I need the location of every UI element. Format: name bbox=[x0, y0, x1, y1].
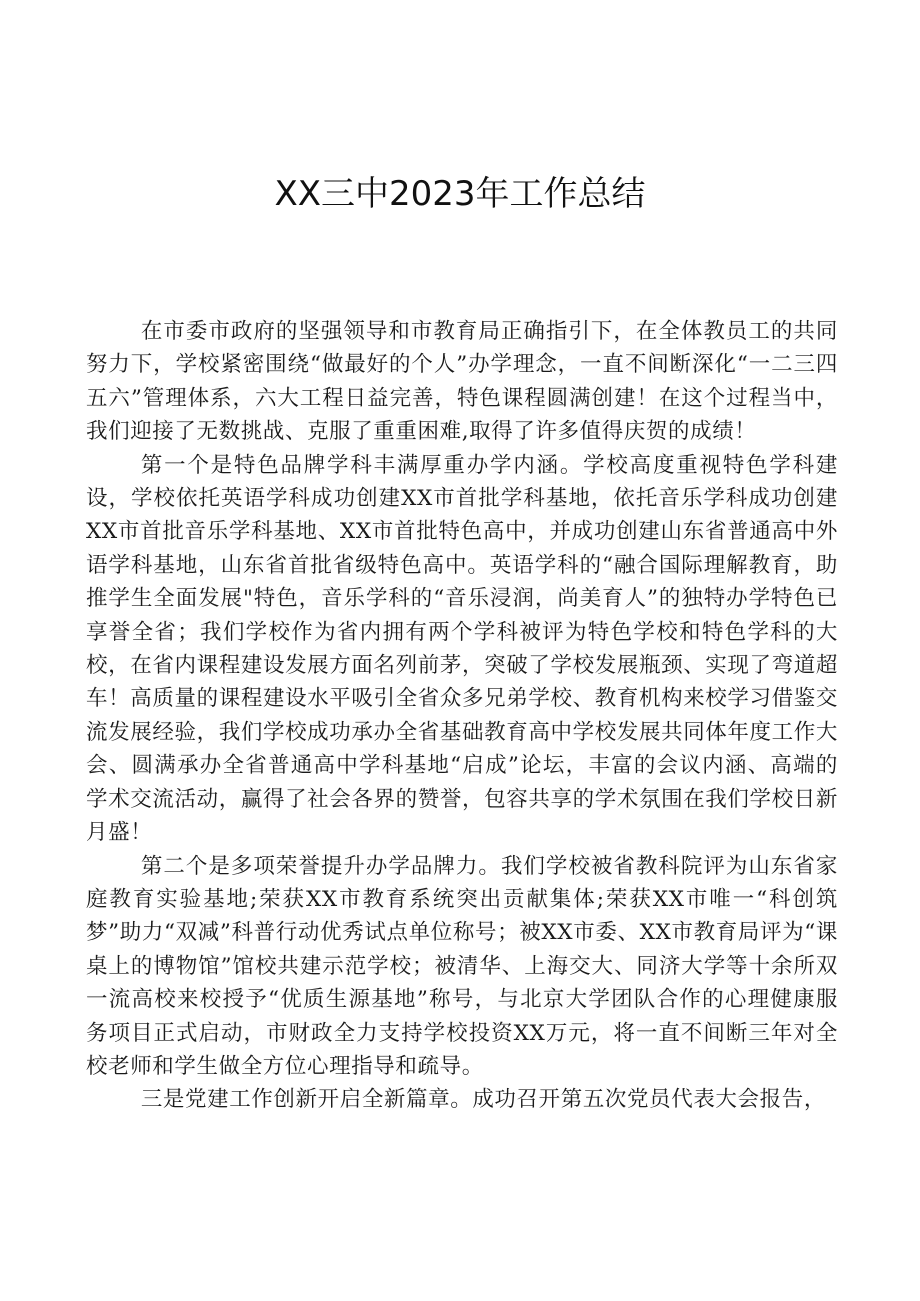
paragraph-intro: 在市委市政府的坚强领导和市教育局正确指引下，在全体教员工的共同努力下，学校紧密围绕“做最好的个人”办学理念，一直不间断深化“一二三四五六”管理体系，六大工程日益完善，特色课程圆满创建！在这个过程当中，我们迎接了无数挑战、克服了重重困难,取得了许多值得庆贺的成绩！ bbox=[86, 319, 838, 445]
document-title: XX三中2023年工作总结 bbox=[274, 174, 646, 214]
document-body bbox=[86, 315, 838, 1117]
paragraph-specialty-subjects: 第一个是特色品牌学科丰满厚重办学内涵。学校高度重视特色学科建设，学校依托英语学科成功创建XX市首批学科基地，依托音乐学科成功创建XX市首批音乐学科基地、XX市首批特色高中，并成功创建山东省普通高中外语学科基地，山东省首批省级特色高中。英语学科的“融合国际理解教育，助推学生全面发展"特色，音乐学科的“音乐浸润，尚美育人”的独特办学特色已享誉全省；我们学校作为省内拥有两个学科被评为特色学校和特色学科的大校，在省内课程建设发展方面名列前茅，突破了学校发展瓶颈、实现了弯道超车！高质量的课程建设水平吸引全省众多兄弟学校、教育机构来校学习借鉴交流发展经验，我们学校成功承办全省基础教育高中学校发展共同体年度工作大会、圆满承办全省普通高中学科基地“启成”论坛，丰富的会议内涵、高端的学术交流活动，赢得了社会各界的赞誉，包容共享的学术氛围在我们学校日新月盛！ bbox=[86, 452, 838, 846]
paragraph-party-building: 三是党建工作创新开启全新篇章。成功召开第五次党员代表大会报告， bbox=[140, 1087, 826, 1113]
paragraph-honors: 第二个是多项荣誉提升办学品牌力。我们学校被省教科院评为山东省家庭教育实验基地;荣获XX市教育系统突出贡献集体;荣获XX市唯一“科创筑梦”助力“双减”科普行动优秀试点单位称号；被XX市委、XX市教育局评为“课桌上的博物馆”馆校共建示范学校；被清华、上海交大、同济大学等十余所双一流高校来校授予“优质生源基地”称号，与北京大学团队合作的心理健康服务项目正式启动，市财政全力支持学校投资XX万元，将一直不间断三年对全校老师和学生做全方位心理指导和疏导。 bbox=[86, 853, 838, 1079]
